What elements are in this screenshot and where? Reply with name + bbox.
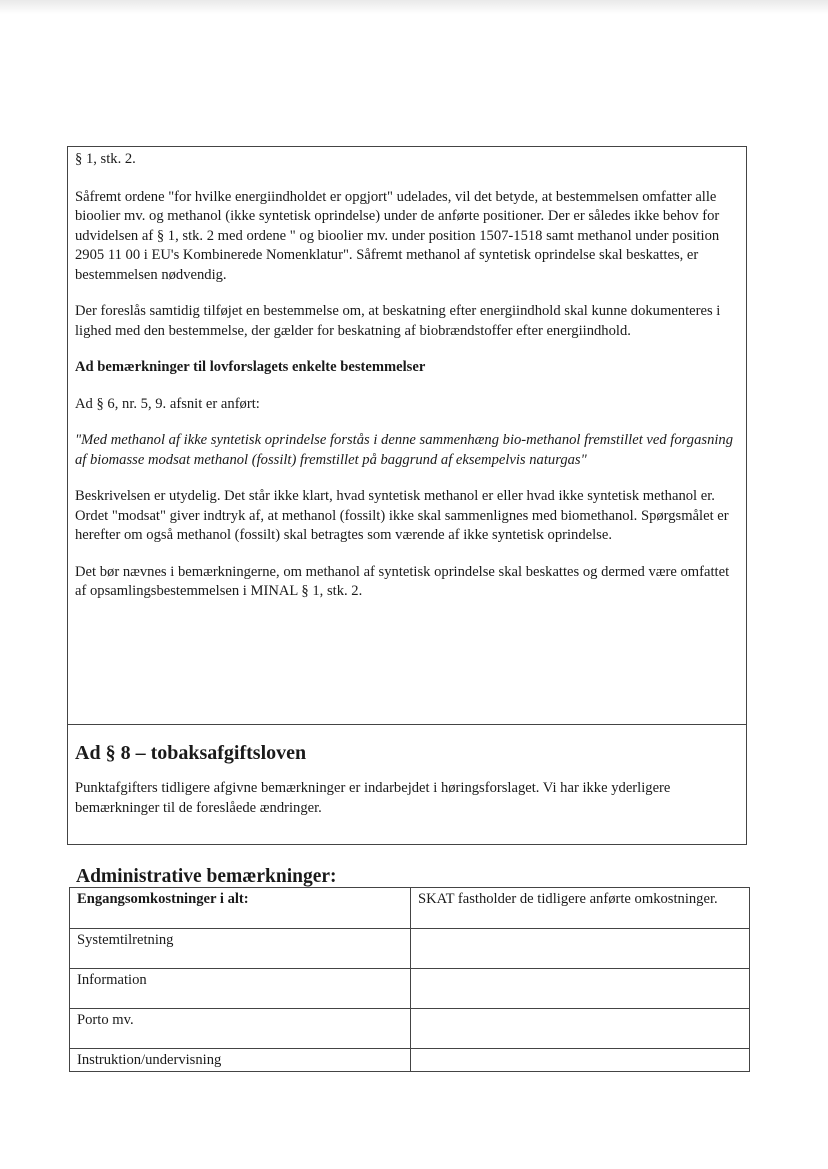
paragraph: Beskrivelsen er utydelig. Det står ikke klart, hvad syntetisk methanol er eller hvad ikke syntetisk methanol er. Ordet "modsat" giver indtryk af, at methanol (fossilt) ikke skal sammenlignes med biomethanol. Spørgsmålet er herefter om også methanol (fossilt) skal betragtes som værende af ikke syntetisk oprindelse. — [75, 488, 729, 543]
admin-costs-table — [69, 887, 750, 1072]
row-value — [411, 929, 750, 969]
comments-box-minal — [67, 146, 747, 725]
paragraph: Såfremt ordene "for hvilke energiindholdet er opgjort" udelades, vil det betyde, at bestemmelsen omfatter alle bioolier mv. og methanol (ikke syntetisk oprindelse) under de anførte positioner. Der er således ikke behov for udvidelsen af § 1, stk. 2 med ordene " og bioolier mv. under position 1507-1518 samt methanol under position 2905 11 00 i EU's Kombinerede Nomenklatur". Såfremt methanol af syntetisk oprindelse skal beskattes, er bestemmelsen nødvendig. — [75, 188, 720, 283]
row-value — [411, 1009, 750, 1049]
row-value: SKAT fastholder de tidligere anførte omkostninger. — [411, 888, 750, 929]
row-label: Porto mv. — [70, 1009, 411, 1049]
row-label: Information — [70, 969, 411, 1009]
row-value — [411, 1049, 750, 1072]
table-row — [70, 1009, 750, 1049]
paragraph: Det bør nævnes i bemærkningerne, om methanol af syntetisk oprindelse skal beskattes og dermed være omfattet af opsamlingsbestemmelsen i MINAL § 1, stk. 2. — [75, 563, 730, 599]
admin-heading: Administrative bemærkninger: — [76, 866, 337, 887]
paragraph: Punktafgifters tidligere afgivne bemærkninger er indarbejdet i høringsforslaget. Vi har ikke yderligere bemærkninger til de foreslåede ændringer. — [75, 780, 671, 816]
table-row — [70, 929, 750, 969]
paragraph: Der foreslås samtidig tilføjet en bestemmelse om, at beskatning efter energiindhold skal kunne dokumenteres i lighed med den bestemmelse, der gælder for beskatning af biobrændstoffer efter energiindhold. — [75, 303, 721, 339]
scan-top-edge — [0, 0, 828, 14]
table-row — [70, 969, 750, 1009]
row-label: Systemtilretning — [70, 929, 411, 969]
quote: "Med methanol af ikke syntetisk oprindelse forstås i denne sammenhæng bio-methanol fremstillet ved forgasning af biomasse modsat methanol (fossilt) fremstillet på baggrund af eksempelvis naturgas" — [75, 432, 734, 468]
quote-intro: Ad § 6, nr. 5, 9. afsnit er anført: — [75, 395, 260, 412]
section-reference: § 1, stk. 2. — [75, 151, 136, 167]
section-heading: Ad § 8 – tobaksafgiftsloven — [75, 742, 307, 764]
table-row — [70, 888, 750, 929]
table-row — [70, 1049, 750, 1072]
subheading: Ad bemærkninger til lovforslagets enkelte bestemmelser — [75, 359, 426, 375]
row-label: Instruktion/undervisning — [70, 1049, 411, 1072]
row-label: Engangsomkostninger i alt: — [70, 888, 411, 929]
comments-box-tobacco — [67, 724, 747, 845]
row-value — [411, 969, 750, 1009]
